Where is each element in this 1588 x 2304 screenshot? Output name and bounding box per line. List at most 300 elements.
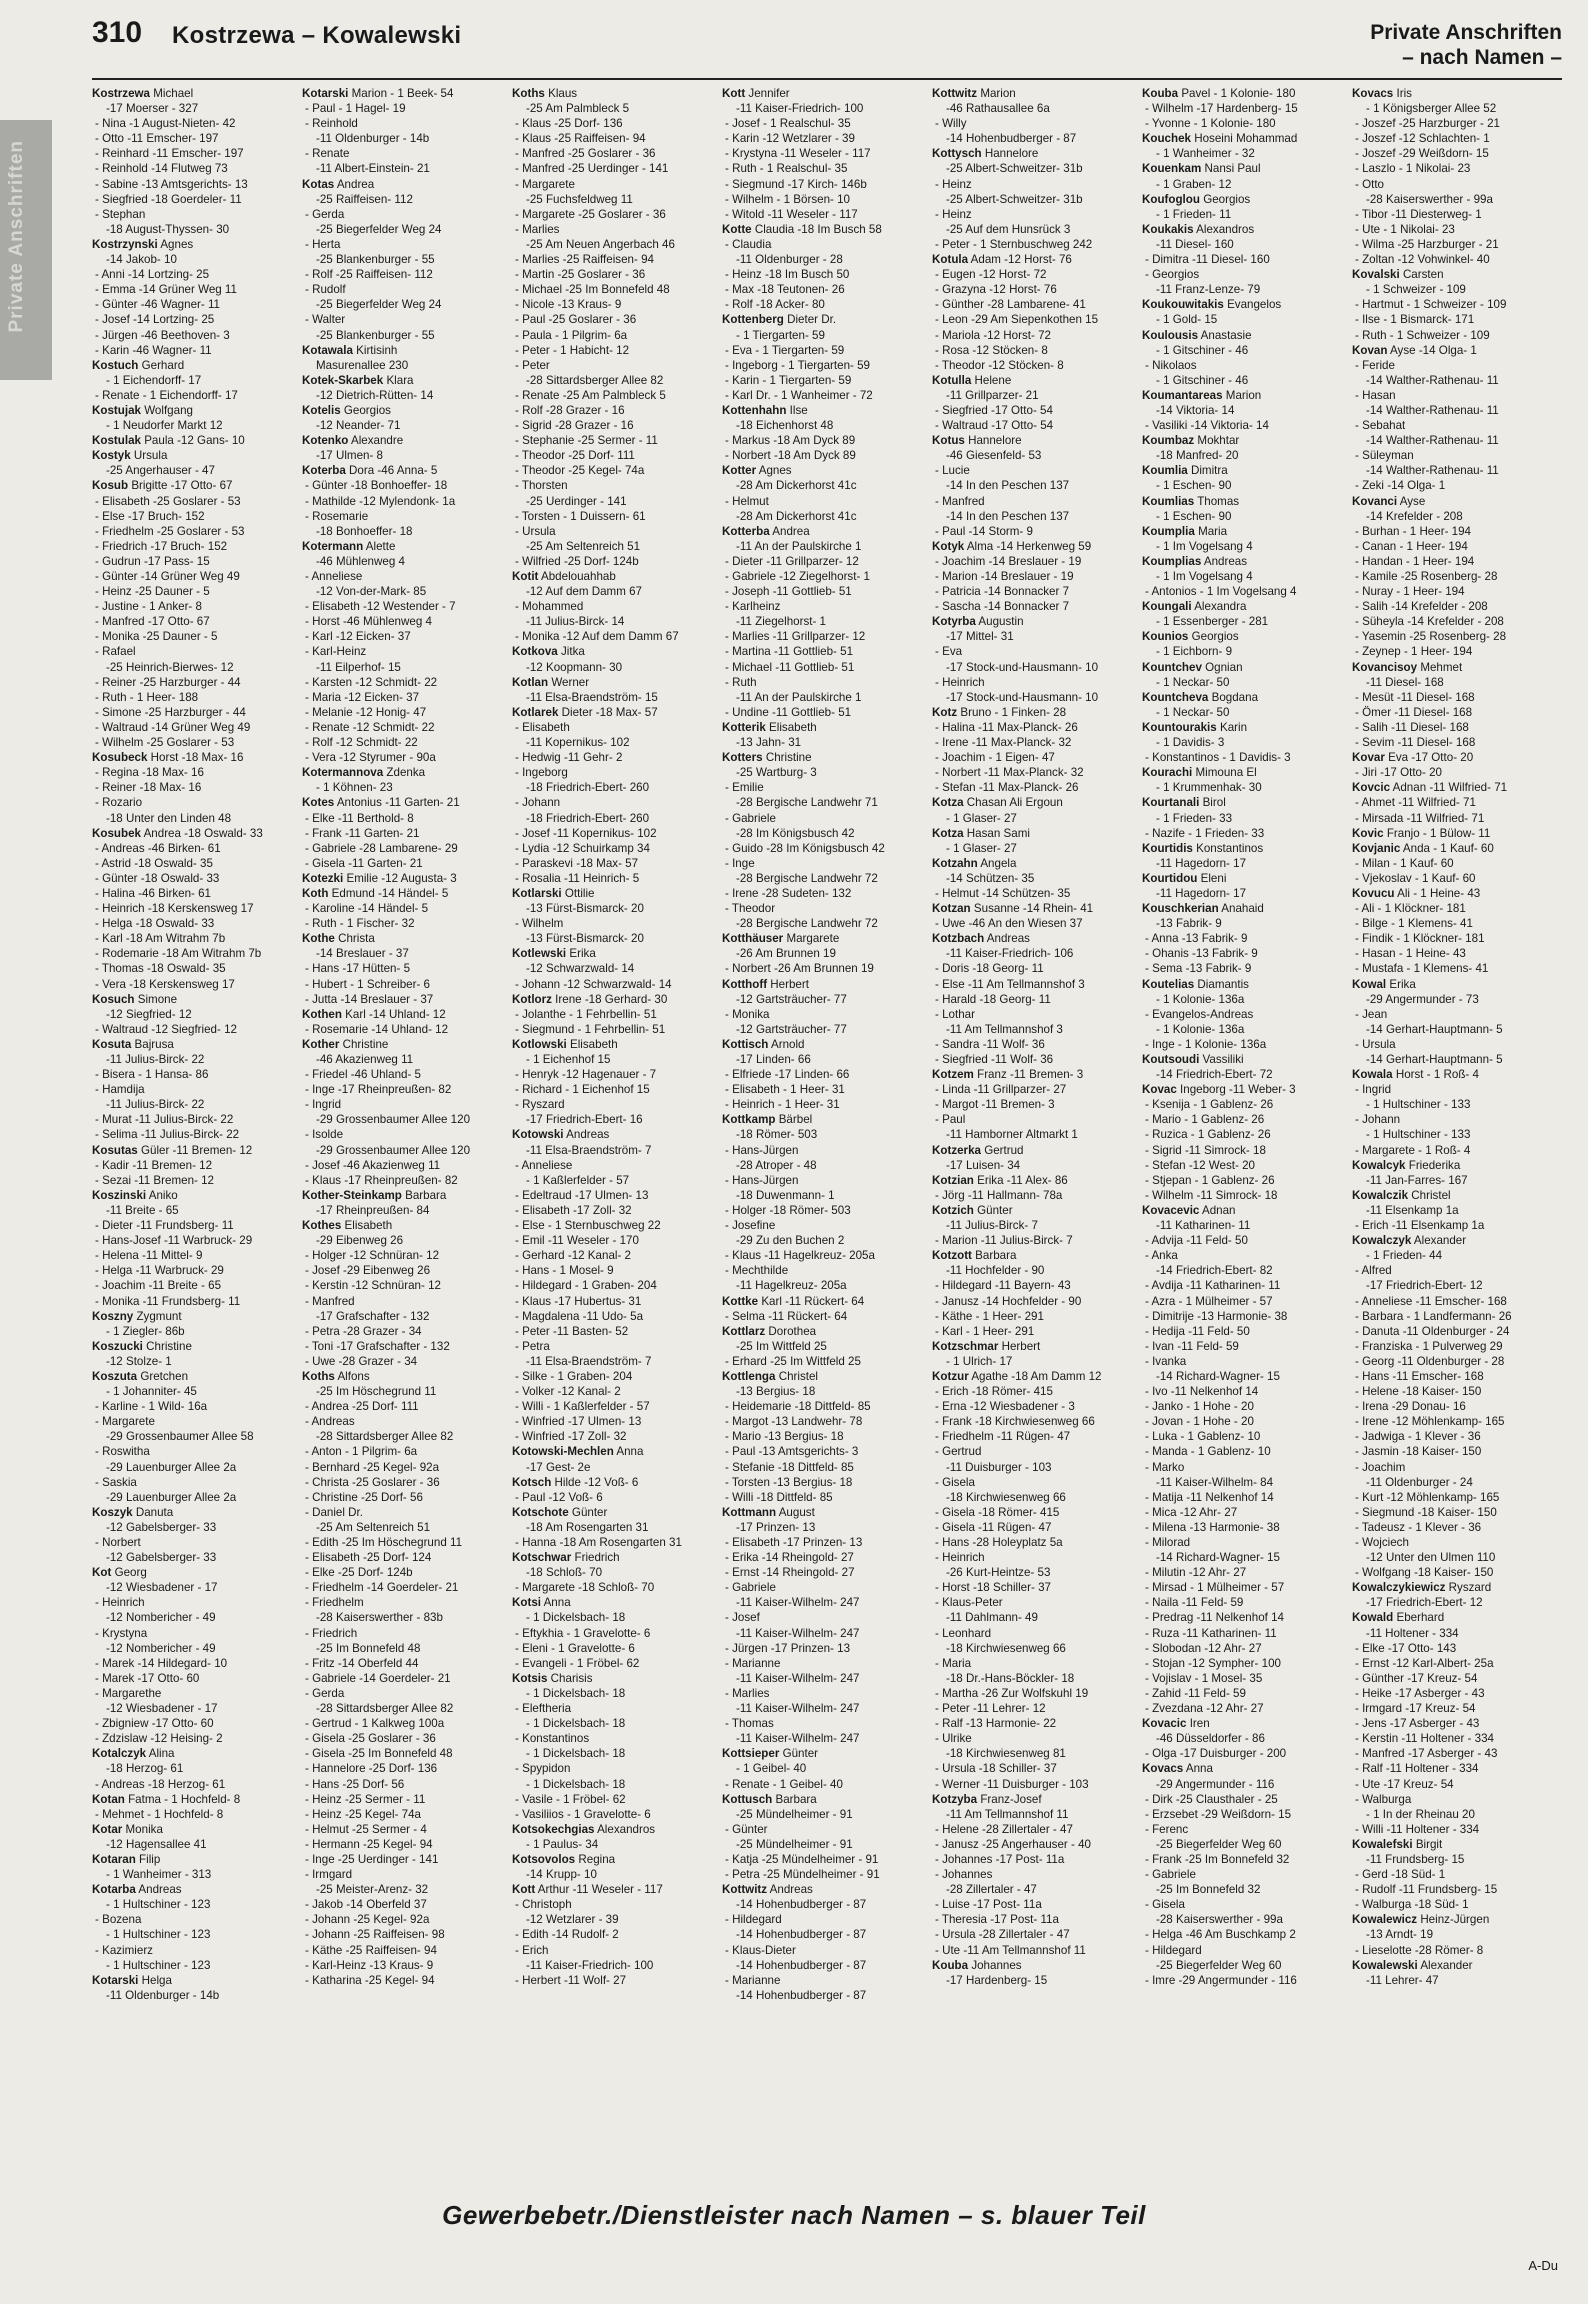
listing-address-line: -28 Sittardsberger Allee 82: [526, 373, 664, 387]
listing-entry: - Hedija -11 Feld- 50: [1145, 1324, 1250, 1338]
listing-entry: - Karline - 1 Wild- 16a: [95, 1400, 208, 1414]
listing-address-line: - 1 Dickelsbach- 18: [526, 1777, 626, 1791]
listing-entry: - Hans - 1 Mosel- 9: [515, 1264, 614, 1278]
listing-entry-surname: [92, 1309, 298, 1324]
listing-entry-surname: [932, 614, 1138, 629]
listing-entry: - Monika -11 Frundsberg- 11: [95, 1294, 241, 1308]
listing-entry: - Frank -25 Im Bonnefeld 32: [1145, 1852, 1290, 1866]
listing-entry: - Mario -13 Bergius- 18: [725, 1430, 844, 1444]
listing-entry: - Jakob -14 Oberfeld 37: [305, 1898, 427, 1912]
listing-entry-surname: [1142, 86, 1348, 101]
listing-address-line: -14 Gerhart-Hauptmann- 5: [1366, 1053, 1503, 1066]
listing-entry: - Helga -18 Oswald- 33: [95, 917, 215, 931]
listing-entry: - Helga -46 Am Buschkamp 2: [1145, 1928, 1296, 1942]
listing-entry: - Joachim: [1355, 1460, 1406, 1474]
entry-details: Andreas: [769, 1883, 813, 1897]
listing-entry: - Hildegard: [725, 1913, 782, 1927]
listing-entry: - Reiner -18 Max- 16: [95, 781, 202, 795]
listing-address-line: -14 Krefelder - 208: [1366, 509, 1463, 523]
listing-address-line: -25 Im Bonnefeld 48: [316, 1641, 421, 1655]
listing-entry: - Jovan - 1 Hohe - 20: [1145, 1415, 1254, 1429]
listing-address-line: -29 Angermunder - 116: [1156, 1777, 1275, 1791]
listing-address-line: -11 Holtener - 334: [1366, 1626, 1459, 1640]
entry-details: Elisabeth: [344, 1219, 393, 1233]
listing-address-line: - 1 Geibel- 40: [736, 1762, 807, 1776]
entry-details: Ilse: [789, 403, 808, 417]
listing-entry: - Ursula: [515, 524, 556, 538]
listing-entry: - Gudrun -17 Pass- 15: [95, 554, 210, 568]
listing-entry: - Ursula: [1355, 1037, 1396, 1051]
listing-entry-surname: [92, 478, 298, 493]
listing-entry: - Siegfried -18 Goerdeler- 11: [95, 192, 242, 206]
entry-details: Alexandros: [1196, 222, 1255, 236]
listing-address-line: - 1 Eichenhof 15: [526, 1053, 611, 1066]
listing-entry: - Gisela: [1145, 1898, 1185, 1912]
listing-entry: - Irmgard: [305, 1868, 353, 1882]
listing-entry: - Zeki -14 Olga- 1: [1355, 479, 1446, 493]
listing-entry: - Manfred: [935, 494, 985, 508]
listing-entry-surname: [1142, 388, 1348, 403]
surname: Kotthäuser: [722, 932, 784, 946]
entry-details: Maria: [1198, 524, 1228, 538]
listing-entry: - Manfred -25 Goslarer - 36: [515, 147, 656, 161]
listing-entry-surname: [302, 463, 508, 478]
listing-entry: - Wilhelm -17 Hardenberg- 15: [1145, 102, 1298, 116]
listing-address-line: -46 Akazienweg 11: [316, 1053, 414, 1066]
listing-entry: - Elke -11 Berthold- 8: [305, 811, 414, 825]
entry-details: Adam -12 Horst- 76: [970, 253, 1072, 267]
listing-entry: - Christoph: [515, 1898, 572, 1912]
listing-entry: - Horst -46 Mühlenweg 4: [305, 615, 432, 629]
listing-entry: - Hedwig -11 Gehr- 2: [515, 751, 623, 765]
listing-entry: - Vasiliki -14 Viktoria- 14: [1145, 419, 1269, 433]
entry-details: Ryszard: [1448, 1581, 1492, 1595]
listing-entry-surname: [722, 463, 928, 478]
listing-address-line: -17 Prinzen- 13: [736, 1520, 816, 1534]
surname: Kotelis: [302, 403, 341, 417]
entry-details: Günter: [571, 1505, 608, 1519]
listing-entry: - Helmut -25 Sermer - 4: [305, 1822, 427, 1836]
entry-details: Alexandre: [350, 434, 404, 448]
listing-address-line: - 1 Dickelsbach- 18: [526, 1611, 626, 1625]
listing-address-line: - 1 Dickelsbach- 18: [526, 1717, 626, 1731]
listing-entry: - Süleyman: [1355, 449, 1414, 463]
listing-entry: - Erika -14 Rheingold- 27: [725, 1551, 854, 1565]
surname: Kotar: [92, 1822, 123, 1836]
surname: Kottysch: [932, 147, 982, 161]
listing-address-line: - 1 Johanniter- 45: [106, 1385, 197, 1399]
listing-entry: - Saskia: [95, 1475, 137, 1489]
entry-details: Dora -46 Anna- 5: [349, 464, 438, 478]
listing-entry: - Yvonne - 1 Kolonie- 180: [1145, 117, 1276, 131]
listing-entry: - Friedel -46 Uhland- 5: [305, 1068, 421, 1082]
listing-entry: - Monika -12 Auf dem Damm 67: [515, 630, 679, 644]
listing-entry: - Advija -11 Feld- 50: [1145, 1234, 1248, 1248]
listing-address-line: -11 Hochfelder - 90: [946, 1264, 1045, 1278]
surname: Kotlarek: [512, 705, 559, 719]
listing-entry: - Paul: [935, 1113, 966, 1127]
listing-entry: - Marek -17 Otto- 60: [95, 1671, 200, 1685]
listing-entry: - Stephanie -25 Sermer - 11: [515, 434, 658, 448]
entry-details: Ottilie: [564, 886, 595, 900]
listing-address-line: -11 Albert-Einstein- 21: [316, 162, 430, 176]
listing-entry-surname: [512, 1505, 718, 1520]
listing-entry: - Stefan -12 West- 20: [1145, 1158, 1255, 1172]
listing-entry-surname: [932, 146, 1138, 161]
listing-entry: - Heinz -18 Im Busch 50: [725, 268, 850, 282]
listing-address-line: -11 Am Tellmannshof 3: [946, 1022, 1063, 1036]
listing-address-line: - 1 Eichendorff- 17: [106, 373, 202, 387]
listing-entry: - Katharina -25 Kegel- 94: [305, 1973, 435, 1987]
listing-entry: - Klaus -25 Dorf- 136: [515, 117, 623, 131]
surname: Kovac: [1142, 1083, 1177, 1097]
listing-address-line: -25 Blankenburger - 55: [316, 328, 435, 342]
listing-entry: - Tadeusz - 1 Klever - 36: [1355, 1520, 1482, 1534]
surname: Kovcic: [1352, 781, 1391, 795]
listing-address-line: -11 Lehrer- 47: [1366, 1973, 1439, 1987]
listing-entry: - Jürgen -46 Beethoven- 3: [95, 328, 230, 342]
listing-entry-surname: [512, 886, 718, 901]
listing-entry: - Theodor -25 Dorf- 111: [515, 449, 635, 463]
surname: Kotkova: [512, 645, 558, 659]
listing-entry: - Heinrich: [95, 1596, 145, 1610]
entry-details: Alexandra: [1194, 600, 1247, 614]
entry-details: Evangelos: [1227, 298, 1282, 312]
listing-address-line: -12 Stolze- 1: [106, 1354, 172, 1368]
listing-entry-surname: [1142, 599, 1348, 614]
listing-entry-surname: [722, 86, 928, 101]
surname: Kotowski: [512, 1128, 564, 1142]
listing-entry: - Elisabeth -12 Westender - 7: [305, 600, 456, 614]
listing-address-line: -11 Julius-Birck- 14: [526, 615, 625, 629]
entry-details: Mimouna El: [1195, 766, 1257, 780]
listing-entry-surname: [1142, 720, 1348, 735]
listing-entry-surname: [302, 403, 508, 418]
surname: Kotarba: [92, 1883, 136, 1897]
surname: Kotsch: [512, 1475, 552, 1489]
listing-entry: - Josef: [725, 1611, 760, 1625]
listing-entry: - Gabriele -28 Lambarene- 29: [305, 841, 458, 855]
surname: Kottmann: [722, 1505, 777, 1519]
listing-address-line: -13 Bergius- 18: [736, 1385, 816, 1399]
listing-entry: - Irene -28 Sudeten- 132: [725, 886, 852, 900]
surname: Kostrzewa: [92, 87, 150, 100]
listing-entry: - Süheyla -14 Krefelder - 208: [1355, 615, 1504, 629]
listing-entry: - Gabriele: [725, 811, 776, 825]
listing-address-line: -25 Am Seltenreich 51: [316, 1520, 431, 1534]
listing-entry-surname: [92, 1565, 298, 1580]
listing-entry: - Hans-Josef -11 Warbruck- 29: [95, 1234, 253, 1248]
listing-address-line: -11 Katharinen- 11: [1156, 1219, 1251, 1233]
entry-details: Anna: [543, 1596, 571, 1610]
listing-entry: - Roswitha: [95, 1445, 150, 1459]
listing-entry: - Ferenc: [1145, 1822, 1189, 1836]
section-title: [1370, 20, 1562, 70]
listing-address-line: - 1 Eichborn- 9: [1156, 645, 1233, 659]
listing-entry: - Marek -14 Hildegard- 10: [95, 1656, 228, 1670]
surname: Kotza: [932, 826, 964, 840]
listing-entry: - Katja -25 Mündelheimer - 91: [725, 1852, 879, 1866]
listing-entry-surname: [1352, 1610, 1558, 1625]
listing-entry: - Uwe -46 An den Wiesen 37: [935, 917, 1083, 931]
listing-entry: - Inge - 1 Kolonie- 136a: [1145, 1037, 1267, 1051]
surname: Kotsokechgias: [512, 1822, 595, 1836]
surname: Kovancisoy: [1352, 660, 1418, 674]
listing-address-line: -28 Am Dickerhorst 41c: [736, 509, 857, 523]
entry-details: Christel: [1411, 1188, 1451, 1202]
footer-note: Gewerbebetr./Dienstleister nach Namen – s. blauer Teil: [442, 2200, 1146, 2230]
listing-entry: - Frank -18 Kirchwiesenweg 66: [935, 1415, 1095, 1429]
surname: Kother: [302, 1037, 340, 1051]
listing-entry: - Mathilde -12 Mylendonk- 1a: [305, 494, 456, 508]
listing-entry-surname: [92, 86, 298, 101]
listing-address-line: -12 Unter den Ulmen 110: [1366, 1551, 1496, 1565]
listing-address-line: -11 Kaiser-Wilhelm- 247: [736, 1702, 860, 1716]
listing-address-line: -25 Am Neuen Angerbach 46: [526, 237, 675, 251]
listing-entry: - Andrea -25 Dorf- 111: [305, 1400, 419, 1414]
listing-address-line: -14 Hohenbudberger - 87: [946, 132, 1077, 146]
listing-address-line: -18 Römer- 503: [736, 1128, 818, 1142]
listing-address-line: -25 Biegerfelder Weg 60: [1156, 1837, 1282, 1851]
listing-address-line: -11 Elsa-Braendström- 7: [526, 1143, 652, 1157]
listing-address-line: -25 Raiffeisen- 112: [316, 192, 413, 206]
entry-details: Christa: [338, 932, 375, 946]
listing-entry-surname: [302, 1037, 508, 1052]
listing-entry-surname: [1142, 161, 1348, 176]
listing-entry: - Josef -11 Kopernikus- 102: [515, 826, 657, 840]
listing-entry: - Friedrich: [305, 1626, 358, 1640]
listing-entry: - Gabriele: [1145, 1868, 1196, 1882]
surname: Kosuch: [92, 992, 135, 1006]
listing-entry-surname: [1352, 780, 1558, 795]
listing-entry: - Sigrid -28 Grazer - 16: [515, 419, 634, 433]
listing-entry: - Willi - 1 Kaßlerfelder - 57: [515, 1400, 650, 1414]
listing-entry: - Feride: [1355, 358, 1395, 372]
listing-entry: - Ivan -11 Feld- 59: [1145, 1339, 1239, 1353]
surname: Kotes: [302, 796, 335, 810]
listing-address-line: -25 Biegerfelder Weg 60: [1156, 1958, 1282, 1972]
surname: Kosubeck: [92, 751, 148, 765]
listing-entry: - Otto: [1355, 177, 1384, 191]
listing-entry: - Winfried -17 Zoll- 32: [515, 1430, 627, 1444]
listing-entry: - Elisabeth - 1 Heer- 31: [725, 1083, 845, 1097]
listing-address-line: -25 Angerhauser - 47: [106, 464, 215, 478]
listing-entry-surname: [1352, 1580, 1558, 1595]
listing-entry: - Margarete -18 Schloß- 70: [515, 1581, 655, 1595]
entry-details: Horst -18 Max- 16: [150, 751, 244, 765]
listing-address-line: - 1 Paulus- 34: [526, 1837, 599, 1851]
listing-entry-surname: [92, 358, 298, 373]
listing-address-line: - 1 Gold- 15: [1156, 313, 1218, 327]
listing-entry-surname: [1142, 433, 1348, 448]
listing-entry: - Gerd -18 Süd- 1: [1355, 1868, 1446, 1882]
listing-entry-surname: [1142, 1082, 1348, 1097]
listing-entry-surname: [932, 86, 1138, 101]
listing-entry: - Else - 1 Sternbuschweg 22: [515, 1219, 661, 1233]
listing-address-line: - 1 Wanheimer - 313: [106, 1868, 212, 1882]
entry-details: Jitka: [560, 645, 585, 659]
listing-address-line: -14 Hohenbudberger - 87: [736, 1898, 867, 1912]
listing-address-line: -14 Krupp- 10: [526, 1868, 597, 1882]
listing-entry: - Gerda: [305, 1686, 345, 1700]
listing-entry: - Laszlo - 1 Nikolai- 23: [1355, 162, 1471, 176]
listing-address-line: -25 Auf dem Hunsrück 3: [946, 222, 1071, 236]
listing-entry: - Norbert: [95, 1536, 141, 1549]
listing-address-line: -25 Uerdinger - 141: [526, 494, 627, 508]
listing-entry: - Ute -11 Am Tellmannshof 11: [935, 1943, 1086, 1957]
listing-address-line: -18 Kirchwiesenweg 66: [946, 1490, 1066, 1504]
listing-entry: - Anni -14 Lortzing- 25: [95, 268, 210, 282]
surname: Kot: [92, 1566, 112, 1580]
listing-address-line: -12 Siegfried- 12: [106, 1007, 192, 1021]
page-title: Kostrzewa – Kowalewski: [172, 22, 462, 49]
surname: Kotermann: [302, 539, 364, 553]
listing-address-line: -11 Dahlmann- 49: [946, 1611, 1038, 1625]
listing-entry: - Hans -28 Holeyplatz 5a: [935, 1536, 1063, 1549]
listing-entry-surname: [932, 1792, 1138, 1807]
listing-entry: - Heinz: [935, 207, 972, 221]
listing-entry: - Marianne: [725, 1656, 781, 1670]
listing-entry-surname: [92, 1792, 298, 1807]
listing-entry: - Elke -25 Dorf- 124b: [305, 1566, 413, 1580]
entry-details: Chasan Ali Ergoun: [966, 796, 1063, 810]
entry-details: Alina: [148, 1747, 175, 1761]
listing-entry-surname: [302, 795, 508, 810]
listing-entry-surname: [512, 1127, 718, 1142]
listing-address-line: -29 Eibenweg 26: [316, 1234, 404, 1248]
listing-entry-surname: [722, 1505, 928, 1520]
surname: Kottke: [722, 1294, 759, 1308]
listing-address-line: -25 Mündelheimer - 91: [736, 1837, 853, 1851]
listing-entry: - Vera -12 Styrumer - 90a: [305, 751, 436, 765]
listing-entry-surname: [722, 1112, 928, 1127]
listing-entry-surname: [1142, 1716, 1348, 1731]
entry-details: Johannes: [971, 1958, 1022, 1972]
surname: Kostulak: [92, 434, 141, 448]
surname: Kotzschmar: [932, 1339, 999, 1353]
listing-entry-surname: [512, 1550, 718, 1565]
entry-details: Günter: [782, 1747, 819, 1761]
listing-entry: - Ruth - 1 Heer- 188: [95, 690, 199, 704]
surname: Kotterba: [722, 524, 770, 538]
surname: Kotzyba: [932, 1792, 978, 1806]
listing-address-line: -14 Walther-Rathenau- 11: [1366, 373, 1499, 387]
listing-entry: - Paul -13 Amtsgerichts- 3: [725, 1445, 859, 1459]
entry-details: Gretchen: [140, 1369, 189, 1383]
listing-entry-surname: [1142, 463, 1348, 478]
listing-entry: - Patricia -14 Bonnacker 7: [935, 585, 1070, 599]
listing-entry: - Margarethe: [95, 1686, 162, 1700]
listing-entry: - Gisela -25 Im Bonnefeld 48: [305, 1747, 453, 1761]
surname: Kotte: [722, 222, 752, 236]
listing-entry-surname: [1352, 1912, 1558, 1927]
listing-entry-surname: [1142, 901, 1348, 916]
listing-address-line: -17 Luisen- 34: [946, 1158, 1021, 1172]
listing-entry: - Zbigniew -17 Otto- 60: [95, 1717, 214, 1731]
surname: Kountourakis: [1142, 720, 1217, 734]
listing-entry: - Spypidon: [515, 1762, 571, 1776]
listing-entry: - Wojciech: [1355, 1536, 1409, 1549]
listing-entry: - Vjekoslav - 1 Kauf- 60: [1355, 871, 1476, 885]
surname: Kowalczyk: [1352, 1234, 1412, 1248]
listing-address-line: -12 Hagensallee 41: [106, 1837, 207, 1851]
listing-entry: - Eugen -12 Horst- 72: [935, 268, 1047, 282]
surname: Kourtanali: [1142, 796, 1200, 810]
surname: Kott: [512, 1883, 536, 1897]
listing-entry: - Michael -25 Im Bonnefeld 48: [515, 283, 670, 297]
listing-entry: - Jiri -17 Otto- 20: [1355, 766, 1442, 780]
listing-entry-surname: [722, 1792, 928, 1807]
listing-entry: - Karl -12 Eicken- 37: [305, 630, 411, 644]
surname: Kouchek: [1142, 132, 1191, 146]
entry-details: Georgios: [1203, 192, 1251, 206]
listing-entry: - Regina -18 Max- 16: [95, 766, 204, 780]
listing-entry-surname: [512, 992, 718, 1007]
listing-entry-surname: [302, 1007, 508, 1022]
surname: Koutsoudi: [1142, 1053, 1200, 1066]
entry-details: Zdenka: [386, 766, 426, 780]
listing-entry: - Joszef -25 Harzburger - 21: [1355, 117, 1500, 131]
listing-entry-surname: [1142, 795, 1348, 810]
listing-entry-surname: [302, 86, 508, 101]
listing-entry-surname: [1142, 660, 1348, 675]
listing-entry: - Anneliese -11 Emscher- 168: [1355, 1294, 1507, 1308]
listing-entry: - Jörg -11 Hallmann- 78a: [935, 1188, 1063, 1202]
entry-details: Ognian: [1205, 660, 1243, 674]
listing-entry-surname: [1142, 841, 1348, 856]
listing-entry-surname: [302, 886, 508, 901]
listing-entry: - Erhard -25 Im Wittfeld 25: [725, 1354, 861, 1368]
listing-address-line: -12 Wiesbadener - 17: [106, 1581, 218, 1595]
listing-entry: - Rafael: [95, 645, 136, 659]
listing-entry-surname: [302, 1369, 508, 1384]
listing-entry: - Ivanka: [1145, 1354, 1187, 1368]
surname: Kotsi: [512, 1596, 541, 1610]
listing-entry: - Emma -14 Grüner Weg 11: [95, 283, 237, 297]
entry-details: Franjo - 1 Bülow- 11: [1386, 826, 1491, 840]
listing-entry-surname: [512, 1852, 718, 1867]
entry-details: Klara: [386, 373, 414, 387]
listing-address-line: -18 Bonhoeffer- 18: [316, 524, 413, 538]
listing-address-line: -11 Breite - 65: [106, 1203, 179, 1217]
listing-entry: - Sezai -11 Bremen- 12: [95, 1173, 214, 1187]
listing-address-line: -14 Hohenbudberger - 87: [736, 1958, 867, 1972]
listing-entry-surname: [92, 1505, 298, 1520]
listing-entry: - Hasan - 1 Heine- 43: [1355, 947, 1466, 961]
entry-details: Claudia -18 Im Busch 58: [754, 222, 882, 236]
listing-entry: - Theodor -12 Stöcken- 8: [935, 358, 1064, 372]
listing-entry-surname: [722, 1882, 928, 1897]
entry-details: Marion - 1 Beek- 54: [351, 87, 454, 100]
listing-entry-surname: [1352, 1188, 1558, 1203]
entry-details: Adnan: [1201, 1203, 1236, 1217]
entry-details: Hilde -12 Voß- 6: [554, 1475, 639, 1489]
listing-entry: - Ute - 1 Nikolai- 23: [1355, 222, 1455, 236]
listing-address-line: -28 Sittardsberger Allee 82: [316, 1430, 454, 1444]
listing-entry: - Sascha -14 Bonnacker 7: [935, 600, 1070, 614]
listing-entry: - Elisabeth -25 Dorf- 124: [305, 1551, 432, 1565]
listing-entry: - Klaus -17 Rheinpreußen- 82: [305, 1173, 458, 1187]
entry-details: Bogdana: [1211, 690, 1259, 704]
surname: Kotezki: [302, 871, 344, 885]
listing-address-line: -12 Neander- 71: [316, 419, 401, 433]
listing-entry: - Ingeborg: [515, 766, 568, 780]
listing-address-line: -26 Kurt-Heintze- 53: [946, 1566, 1051, 1580]
entry-details: Anna: [616, 1445, 644, 1459]
listing-entry: - Leon -29 Am Siepenkothen 15: [935, 313, 1099, 327]
listing-entry-surname: [512, 946, 718, 961]
listing-entry-surname: [1352, 343, 1558, 358]
